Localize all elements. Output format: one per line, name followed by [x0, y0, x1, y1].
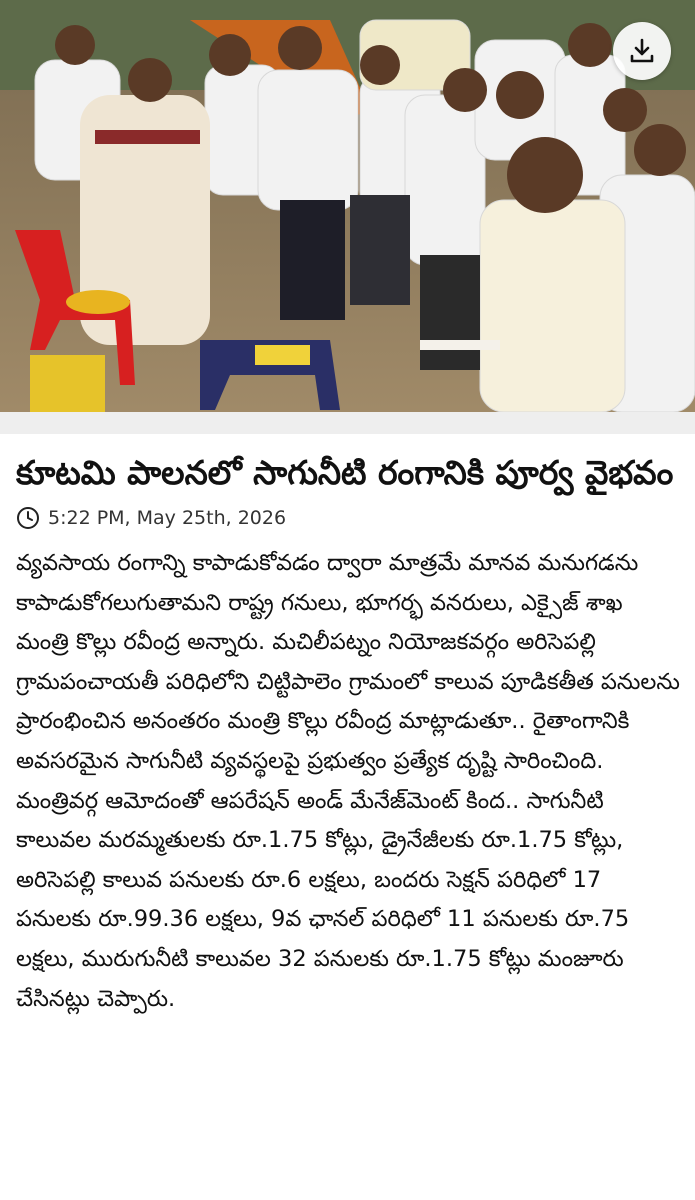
photo-illustration — [0, 0, 695, 412]
download-button[interactable] — [613, 22, 671, 80]
article-timestamp: 5:22 PM, May 25th, 2026 — [48, 507, 287, 529]
article-photo — [0, 0, 695, 412]
article-body: వ్యవసాయ రంగాన్ని కాపాడుకోవడం ద్వారా మాత్రమే మానవ మనుగడను కాపాడుకోగలుగుతామని రాష్ట్ర గనులు, భూగర్భ వనరులు, ఎక్సైజ్ శాఖ మంత్రి కొల్లు రవీంద్ర అన్నారు. మచిలీపట్నం నియోజకవర్గం అరిసెపల్లి గ్రామపంచాయతీ పరిధిలోని చిట్టిపాలెం గ్రామంలో కాలువ పూడికతీత పనులను ప్రారంభించిన అనంతరం మంత్రి కొల్లు రవీంద్ర మాట్లాడుతూ.. రైతాంగానికి అవసరమైన సాగునీటి వ్యవస్థలపై ప్రభుత్వం ప్రత్యేక దృష్టి సారించింది. మంత్రివర్గ ఆమోదంతో ఆపరేషన్ అండ్ మేనేజ్‌మెంట్ కింద.. సాగునీటి కాలువల మరమ్మతులకు రూ.1.75 కోట్లు, డ్రైనేజీలకు రూ.1.75 కోట్లు, అరిసెపల్లి కాలువ పనులకు రూ.6 లక్షలు, బందరు సెక్షన్ పరిధిలో 17 పనులకు రూ.99.36 లక్షలు, 9వ ఛానల్ పరిధిలో 11 పనులకు రూ.75 లక్షలు, మురుగునీటి కాలువల 32 పనులకు రూ.1.75 కోట్లు మంజూరు చేసినట్లు చెప్పారు. — [16, 550, 680, 1012]
article-meta — [16, 506, 681, 530]
section-divider — [0, 412, 695, 434]
article-title: కూటమి పాలనలో సాగునీటి రంగానికి పూర్వ వైభవం — [16, 453, 674, 492]
article — [0, 434, 695, 1019]
download-icon — [627, 36, 657, 66]
clock-icon — [16, 506, 40, 530]
